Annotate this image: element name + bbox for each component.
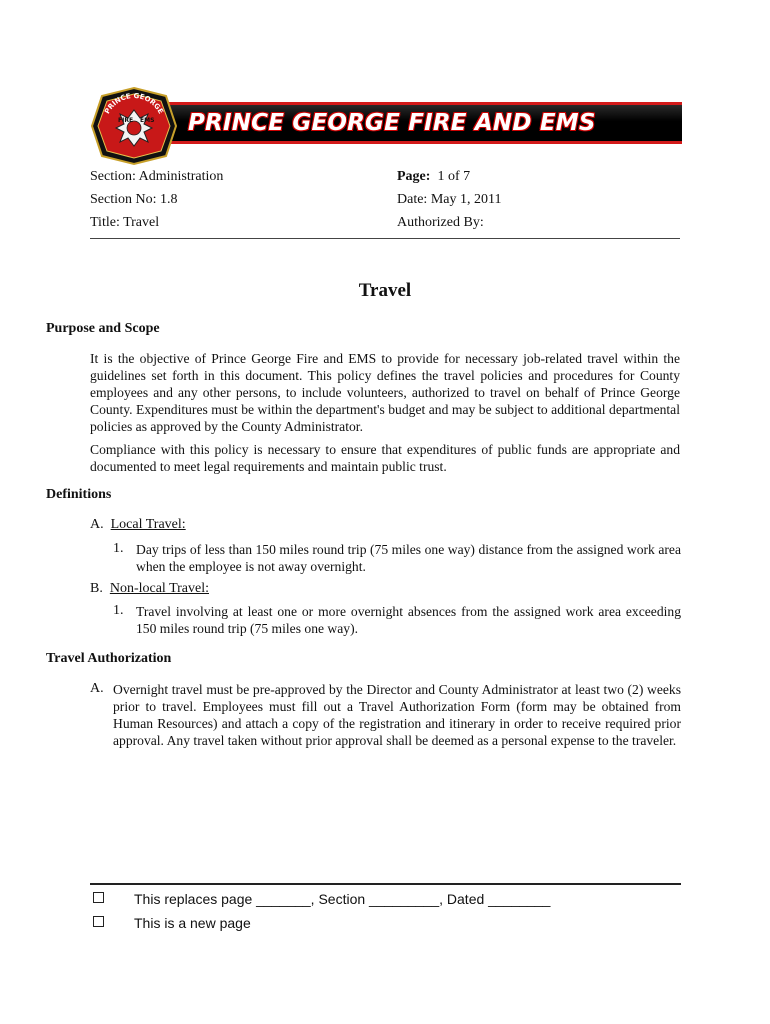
logo-ring-text: PRINCE GEORGE bbox=[103, 91, 165, 116]
purpose-heading: Purpose and Scope bbox=[46, 321, 160, 336]
authorization-a-text: Overnight travel must be pre-approved by the Director and County Administrator at least two (2) weeks prior to travel. Employees must fill out a Travel Authorization Form (form may be obtained from Human Resources) and attach a copy of the registration and itinerary in order to receive required prior approval. Any travel taken without prior approval shall be deemed as a personal expense to the traveler. bbox=[113, 682, 681, 748]
logo-fire-text: FIRE bbox=[118, 117, 134, 124]
section-field: Section: Administration bbox=[90, 169, 224, 184]
definition-b bbox=[90, 581, 209, 597]
replaces-page-checkbox[interactable] bbox=[93, 892, 104, 903]
new-page-row bbox=[93, 915, 251, 931]
authorization-heading: Travel Authorization bbox=[46, 651, 172, 666]
header-banner bbox=[88, 86, 682, 166]
list-marker: A. bbox=[90, 681, 104, 696]
title-field: Title: Travel bbox=[90, 215, 160, 230]
purpose-paragraph-1: It is the objective of Prince George Fire and EMS to provide for necessary job-related travel within the guidelines set forth in this document. This policy defines the travel policies and procedures for County employees and any other persons, to include volunteers, authorized to travel on behalf of Prince George County. Expenditures must be within the department's budget and may be subject to additional departmental policies as approved by the County Administrator. bbox=[90, 351, 680, 434]
non-local-travel-label: Non-local Travel: bbox=[109, 581, 209, 596]
list-marker: 1. bbox=[113, 603, 124, 618]
section-no-field: Section No: 1.8 bbox=[90, 192, 178, 207]
local-travel-label: Local Travel: bbox=[110, 517, 186, 532]
purpose-paragraph-2: Compliance with this policy is necessary to ensure that expenditures of public funds are appropriate and documented to meet legal requirements and maintain public trust. bbox=[90, 442, 680, 474]
page-label: Page: bbox=[397, 169, 431, 184]
definition-b1-text: Travel involving at least one or more overnight absences from the assigned work area exceeding 150 miles round trip (75 miles one way). bbox=[136, 604, 681, 636]
date-field: Date: May 1, 2011 bbox=[397, 192, 502, 207]
new-page-checkbox[interactable] bbox=[93, 916, 104, 927]
definitions-heading: Definitions bbox=[46, 487, 112, 502]
header-divider bbox=[90, 238, 680, 239]
page-value: 1 of 7 bbox=[437, 169, 471, 184]
replaces-page-row bbox=[93, 891, 550, 907]
definition-a bbox=[90, 517, 186, 533]
page-field bbox=[397, 169, 470, 185]
document-title: Travel bbox=[358, 280, 412, 301]
authorized-by-field: Authorized By: bbox=[397, 215, 484, 230]
footer-divider bbox=[90, 883, 681, 885]
list-marker: B. bbox=[90, 581, 103, 596]
new-page-text: This is a new page bbox=[134, 915, 251, 931]
list-marker: A. bbox=[90, 517, 104, 532]
definition-a1-text: Day trips of less than 150 miles round trip (75 miles one way) distance from the assigned work area when the employee is not away overnight. bbox=[136, 542, 681, 574]
replaces-page-text: This replaces page _______, Section _________, Dated ________ bbox=[134, 891, 551, 907]
org-name: PRINCE GEORGE FIRE AND EMS bbox=[188, 110, 596, 136]
logo-ems-text: EMS bbox=[140, 117, 155, 124]
list-marker: 1. bbox=[113, 541, 124, 556]
fire-ems-badge-icon bbox=[88, 86, 180, 166]
